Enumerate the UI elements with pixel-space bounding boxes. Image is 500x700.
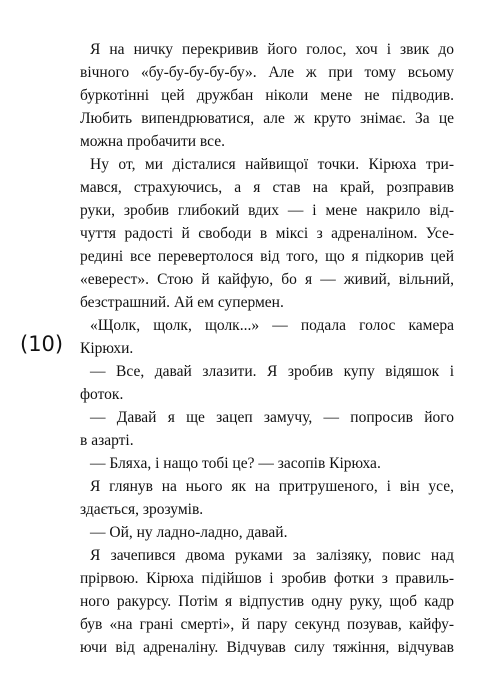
- text-line: вічного «бу-бу-бу-бу-бу». Але ж при тому всьому: [80, 64, 454, 81]
- text-line: — Давай я ще зацеп замучу, — попросив його: [90, 409, 454, 426]
- text-line: здається, зрозумів.: [80, 501, 204, 518]
- margin-page-number: (10): [20, 332, 64, 356]
- text-line: редині все перевертолося від того, що я підкорив цей: [80, 248, 454, 265]
- text-line: — Ой, ну ладно-ладно, давай.: [90, 524, 288, 541]
- text-line: мався, страхуючись, а я став на край, розправив: [80, 179, 454, 196]
- text-line: фоток.: [80, 386, 124, 403]
- text-line: Кірюхи.: [80, 340, 134, 357]
- text-line: в азарті.: [80, 432, 134, 449]
- text-line: Ну от, ми дісталися найвищої точки. Кірюха три-: [90, 156, 454, 173]
- text-line: Любить випендрюватися, але ж круто знімає. За це: [80, 110, 454, 127]
- text-line: — Все, давай злазити. Я зробив купу відяшок і: [90, 363, 454, 380]
- text-line: ного ракурсу. Потім я відпустив одну руку, щоб кадр: [80, 593, 454, 610]
- text-line: безстрашний. Ай ем супермен.: [80, 294, 284, 311]
- text-line: «Щолк, щолк, щолк...» — подала голос камера: [90, 317, 454, 334]
- text-line: буркотінні цей дружбан ніколи мене не підводив.: [80, 87, 454, 104]
- text-line: прірвою. Кірюха підійшов і зробив фотки з правиль-: [80, 570, 454, 587]
- text-line: був «на грані смерті», й пару секунд позував, кайфу-: [80, 616, 454, 633]
- text-line: можна пробачити все.: [80, 133, 225, 150]
- text-line: Я на ничку перекривив його голос, хоч і звик до: [90, 41, 454, 58]
- text-line: Я глянув на нього як на притрушеного, і він усе,: [90, 478, 454, 495]
- text-line: Я зачепився двома руками за залізяку, повис над: [90, 547, 454, 564]
- text-line: — Бляха, і нащо тобі це? — засопів Кірюха.: [90, 455, 381, 472]
- text-line: «еверест». Стою й кайфую, бо я — живий, вільний,: [80, 271, 454, 288]
- text-line: ючи від адреналіну. Відчував силу тяжіння, відчував: [80, 639, 454, 656]
- text-line: руки, зробив глибокий вдих — і мене накрило від-: [80, 202, 454, 219]
- text-line: чуття радості й свободи в міксі з адреналіном. Усе-: [80, 225, 454, 242]
